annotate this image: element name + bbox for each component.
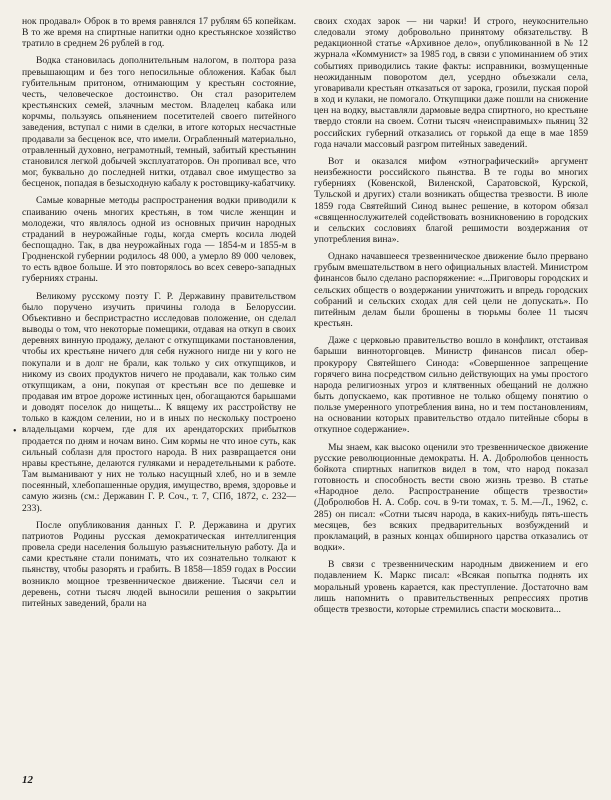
page-number: 12 [22, 774, 33, 786]
paragraph: Мы знаем, как высоко оценили это трезвенническое движение русские революционные демократы. Н. А. Добролюбов ценность бойкота спиртных напитков видел в том, что народ показал готовность и способность вести свою жизнь трезво. В статье «Народное дело. Распространение обществ трезвости» (Добролюбов Н. А. Собр. соч. в 9-ти томах, т. 5. М.—Л., 1962, с. 285) он писал: «Сотни тысяч народа, в каких-нибудь пять-шесть месяцев, без всяких предварительных возбуждений и прокламаций, в разных концах обширного царства отказались от водки». [314, 441, 588, 554]
paragraph: После опубликования данных Г. Р. Державина и других патриотов Родины русская демократическая интеллигенция провела среди населения большую разъяснительную работу. Да и сами крестьяне стали понимать, что их сознательно толкают к пьянству, чтобы разорять и грабить. В 1858—1859 годах в России возникло мощное трезвенническое движение. Тысячи сел и деревень, сотни тысяч людей выносили решения о закрытии питейных заведений, брали на [22, 519, 296, 609]
paragraph: нок продавал» Оброк в то время равнялся 17 рублям 65 копейкам. В то же время на спиртные напитки одно крестьянское хозяйство тратило в среднем 26 рублей в год. [22, 16, 296, 50]
paragraph: Великому русскому поэту Г. Р. Державину правительством было поручено изучить причины голода в Белоруссии. Объективно и беспристрастно исследовав положение, он сделал выводы о том, что некоторые помещики, отдавая на откуп в своих деревнях винную продажу, делают с откупщиками постановления, чтобы их крестьяне ничего для себя нужного нигде ни у кого не покупали и в долг не брали, как только у сих откупщиков, и никому из своих продуктов ничего не продавали, как только сим откупщикам, а они, покупая от крестьян все по дешевке и продавая им втрое дороже истинных цен, обогащаются барышами и доводят поселок до нищеты... К вящему их расстройству не только в каждом селении, но и в иных по нескольку построено владельцами корчем, где для их арендаторских прибытков продается по дням и ночам вино. Сим кормы не что иное суть, как сильный соблазн для простого народа. В них развращается они нравы крестьяне, делаются гуляками и нерадетельными к работе. Там выманивают у них не только насущный хлеб, но и в земле посеянный, хлебопашенные орудия, имущество, время, здоровье и самую жизнь (см.: Державин Г. Р. Соч., т. 7, СПб, 1872, с. 232—233). [22, 290, 296, 514]
left-column [22, 16, 296, 609]
paragraph: Вот и оказался мифом «этнографический» аргумент неизбежности российского пьянства. В те годы во многих губерниях (Ковенской, Виленской, Саратовской, Курской, Тульской и других) стали возникать общества трезвости. В июле 1859 года Святейший Синод вынес решение, в котором обязал «священнослужителей содействовать возникновению в городских и сельских сословиях благой решимости воздержания от употребления вина». [314, 155, 588, 245]
paragraph: Даже с церковью правительство вошло в конфликт, отстаивая барыши винноторговцев. Министр финансов писал обер-прокурору Святейшего Синода: «Совершенное запрещение горячего вина посредством сильно действующих на умы простого народа религиозных угроз и клятвенных обещаний не должно быть допускаемо, как противное не только общему понятию о пользе умеренного употребления вина, но и тем постановлениям, на основании которых правительство отдало питейные сборы в откупное содержание». [314, 335, 588, 436]
margin-mark: • [13, 426, 17, 437]
page [13, 16, 594, 786]
paragraph: Водка становилась дополнительным налогом, в полтора раза превышающим и без того непосильные обложения. Кабак был губительным притоном, отнимающим у крестьян состояние, честь, человеческое достоинство. Он стал разорителем крестьянских семей, злачным местом. Владелец кабака или корчмы, пользуясь опьянением посетителей своего питейного заведения, вступал с ними в сделки, в итоге которых несчастные продавали за бесценок все, что имели. Ограбленный материально, отравленный духовно, неграмотный, темный, забитый крестьянин становился легкой добычей эксплуататоров. Он пропивал все, что мог, буквально до последней нитки, отдавал свое имущество за бесценок, попадая в безысходную кабалу к ростовщику-кабатчику. [22, 55, 296, 190]
right-column [314, 16, 588, 615]
paragraph: В связи с трезвенническим народным движением и его подавлением К. Маркс писал: «Всякая попытка поднять их моральный уровень карается, как преступление. Достаточно вам лишь напомнить о правительственных репрессиях против обществ трезвости, которые стремились спасти московита... [314, 559, 588, 615]
paragraph: Самые коварные методы распространения водки приводили к спаиванию очень многих крестьян, в том числе женщин и молодежи, что являлось одной из основных причин народных страданий в неурожайные годы, когда смерть косила людей беспощадно. Так, в два неурожайных года — 1854-м и 1855-м в Гродненской губернии родилось 48 000, а умерло 89 000 человек, то есть вдвое больше. И это повторялось во всех северо-западных губерниях страны. [22, 195, 296, 285]
paragraph: своих сходах зарок — ни чарки! И строго, неукоснительно следовали этому добровольно принятому обязательству. В редакционной статье «Архивное дело», опубликованной в № 12 журнала «Коммунист» за 1985 год, в связи с упоминанием об этих событиях приводились такие факты: исправники, возмущенные неожиданным поворотом дел, усердно объезжали села, уговаривали крестьян отказаться от зарока, грозили, пуская порой в ход и кулаки, не помогало. Откупщики даже пошли на снижение цен на водку, выставляли дармовые ведра спиртного, но крестьяне твердо стояли на своем. Сотни тысяч «неисправимых» пьяниц 32 российских губерний отказались от горькой да еще в мае 1859 года начали массовый разгром питейных заведений. [314, 16, 588, 150]
paragraph: Однако начавшееся трезвенническое движение было прервано грубым вмешательством в него официальных властей. Министром финансов было сделано распоряжение: «...Приговоры городских и сельских обществ о воздержании уничтожить и впредь городских собраний и сельских сходах для сей цели не допускать». По питейным делам были брошены в тюрьмы более 11 тысяч крестьян. [314, 251, 588, 330]
